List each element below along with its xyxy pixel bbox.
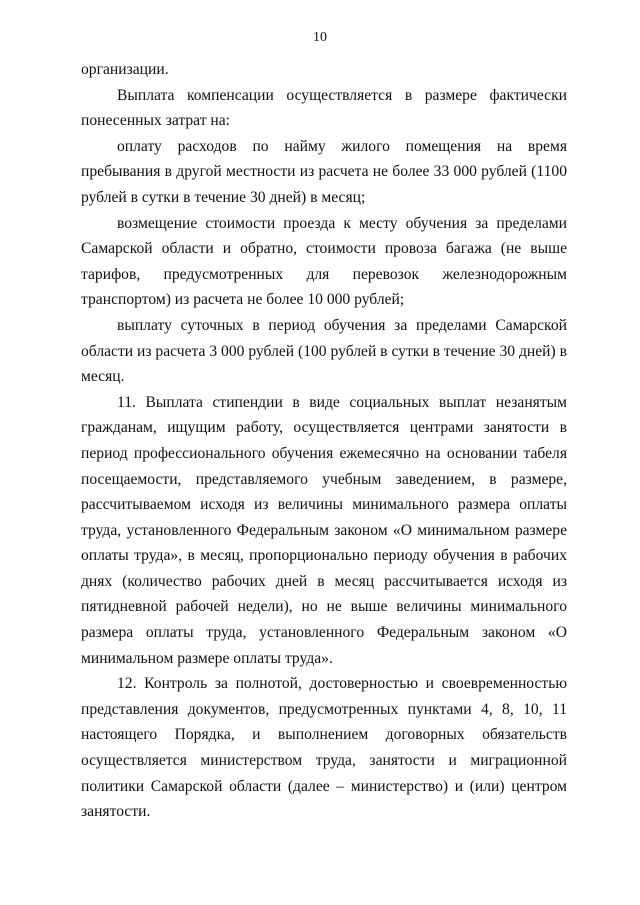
- paragraph: 12. Контроль за полнотой, достоверностью и своевременностью представления документов, предусмотренных пунктами 4, 8, 10, 11 настоящего Порядка, и выполнением договорных обязательств осуществляется министерством труда, занятости и миграционной политики Самарской области (далее – министерство) и (или) центром занятости.: [81, 675, 567, 821]
- paragraph: выплату суточных в период обучения за пределами Самарской области из расчета 3 000 рублей (100 рублей в сутки в течение 30 дней) в месяц.: [81, 316, 567, 386]
- paragraph: возмещение стоимости проезда к месту обучения за пределами Самарской области и обратно, стоимости провоза багажа (не выше тарифов, предусмотренных для перевозок железнодорожным транспортом) из расчета не более 10 000 рублей;: [81, 214, 567, 309]
- paragraph: Выплата компенсации осуществляется в размере фактически понесенных затрат на:: [81, 86, 567, 130]
- paragraph: оплату расходов по найму жилого помещения на время пребывания в другой местности из расчета не более 33 000 рублей (1100 рублей в сутки в течение 30 дней) в месяц;: [81, 137, 567, 206]
- document-body: [81, 57, 567, 825]
- paragraph: организации.: [81, 61, 169, 78]
- page-number: 10: [313, 30, 327, 45]
- paragraph: 11. Выплата стипендии в виде социальных выплат незанятым гражданам, ищущим работу, осуществляется центрами занятости в период профессионального обучения ежемесячно на основании табеля посещаемости, представляемого учебным заведением, в размере, рассчитываемом исходя из величины минимального размера оплаты труда, установленного Федеральным законом «О минимальном размере оплаты труда», в месяц, пропорционально периоду обучения в рабочих днях (количество рабочих дней в месяц рассчитывается исходя из пятидневной рабочей недели), но не выше величины минимального размера оплаты труда, установленного Федеральным законом «О минимальном размере оплаты труда».: [81, 393, 567, 667]
